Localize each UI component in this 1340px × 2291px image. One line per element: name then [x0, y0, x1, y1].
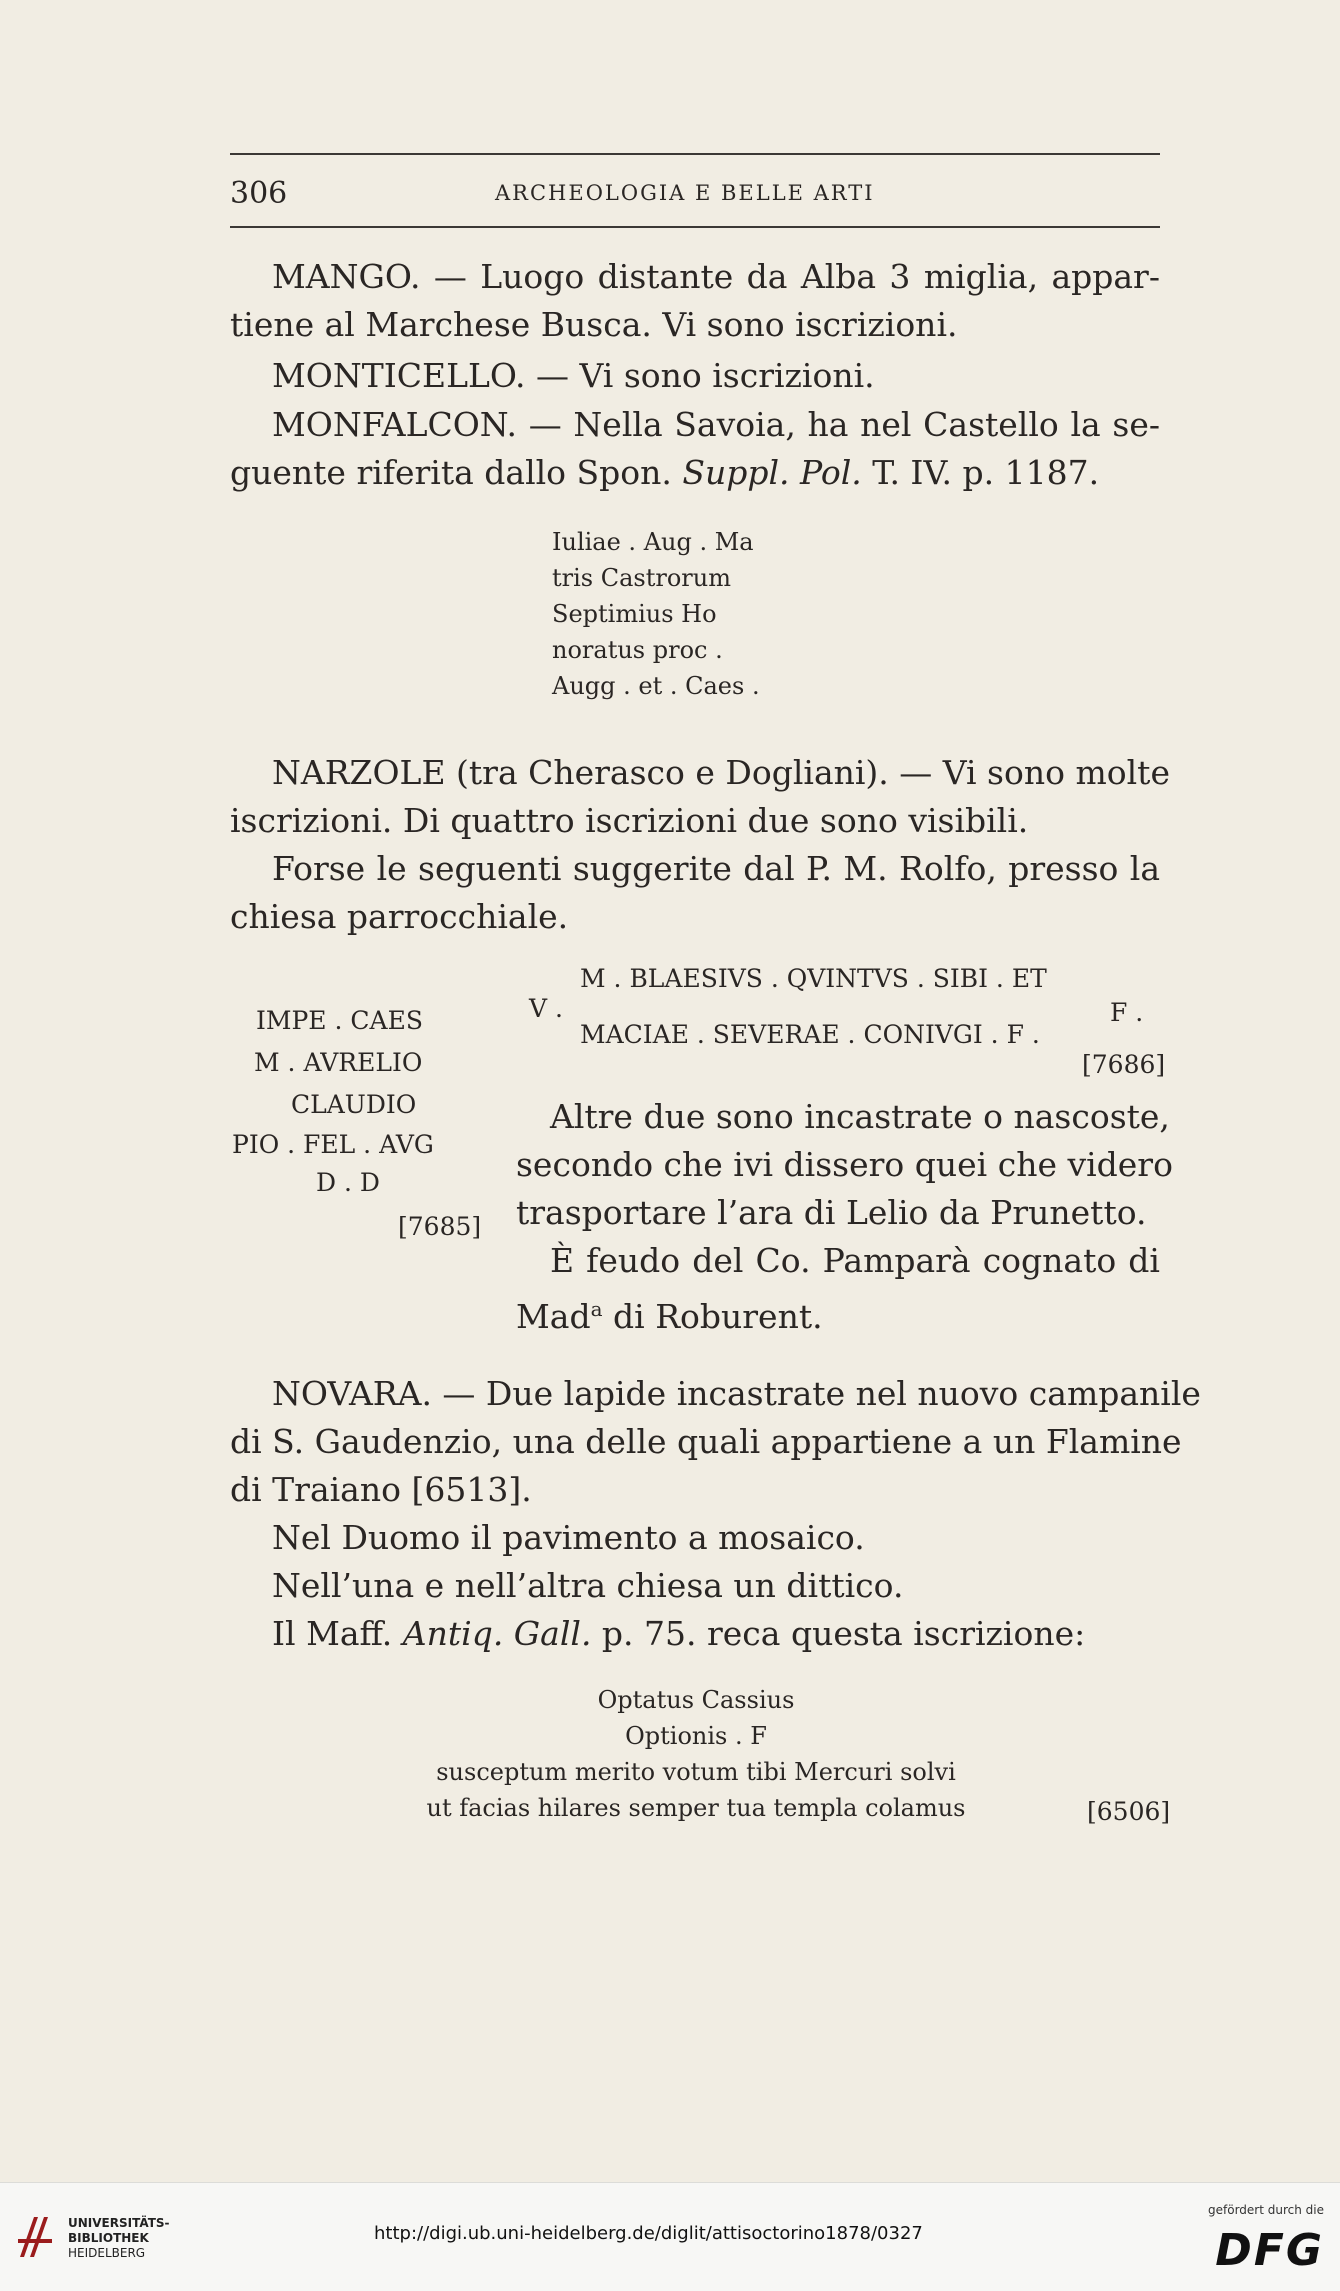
text-line	[516, 1285, 1160, 1341]
text-line: di S. Gaudenzio, una delle quali appartiene a un Flamine	[230, 1422, 1182, 1461]
inscription-right-ref: [7686]	[1082, 1050, 1166, 1079]
page-number: 306	[230, 176, 288, 211]
text-line: chiesa parrocchiale.	[230, 897, 569, 936]
dfg-logo: DFG	[1215, 2225, 1324, 2276]
permalink-url[interactable]: http://digi.ub.uni-heidelberg.de/diglit/attisoctorino1878/0327	[374, 2223, 923, 2244]
inscription-line: tris Castrorum	[552, 564, 731, 592]
header-rule-bottom	[230, 226, 1160, 228]
funding-note: gefördert durch die	[1208, 2203, 1324, 2217]
inscription-left-line: M . AVRELIO	[254, 1048, 423, 1077]
inscription-right-line: MACIAE . SEVERAE . CONIVGI . F .	[580, 1020, 1040, 1049]
text-part: di Roburent.	[602, 1297, 823, 1336]
text-part: Il Maff.	[272, 1614, 403, 1653]
header-rule-top	[230, 153, 1160, 155]
inscription-line: noratus proc .	[552, 636, 723, 664]
text-line: Altre due sono incastrate o nascoste,	[550, 1097, 1170, 1136]
text-line	[230, 1610, 1160, 1658]
text-line: secondo che ivi dissero quei che videro	[516, 1145, 1173, 1184]
entry-monticello	[230, 352, 1160, 400]
inscription-left-line: CLAUDIO	[291, 1090, 417, 1119]
text-line: MANGO. — Luogo distante da Alba 3 miglia, appar-	[272, 257, 1160, 296]
inscription-left-ref: [7685]	[398, 1212, 482, 1241]
text-line: di Traiano [6513].	[230, 1470, 532, 1509]
running-title: ARCHEOLOGIA E BELLE ARTI	[495, 181, 875, 205]
inscription-right-v: V .	[529, 994, 563, 1023]
entry-monfalcon	[230, 401, 1160, 497]
text-line: trasportare l’ara di Lelio da Prunetto.	[516, 1193, 1147, 1232]
inscription-line: Augg . et . Caes .	[552, 672, 760, 700]
text-line: tiene al Marchese Busca. Vi sono iscrizioni.	[230, 305, 958, 344]
inscription-optatus	[396, 1682, 996, 1826]
citation-italic: Antiq. Gall.	[402, 1614, 592, 1653]
inscription-line: Optionis . F	[625, 1722, 767, 1750]
inscription-line: susceptum merito votum tibi Mercuri solvi	[436, 1758, 956, 1786]
text-line: MONFALCON. — Nella Savoia, ha nel Castello la se-	[272, 405, 1160, 444]
citation-italic: Suppl. Pol.	[682, 453, 862, 492]
library-name-line: UNIVERSITÄTS-	[68, 2216, 170, 2230]
text-line	[230, 449, 1160, 497]
viewer-footer	[0, 2182, 1340, 2291]
text-part: T. IV. p. 1187.	[861, 453, 1100, 492]
entry-novara	[230, 1370, 1201, 1658]
text-line: Nell’una e nell’altra chiesa un dittico.	[272, 1566, 904, 1605]
inscription-line: Optatus Cassius	[597, 1686, 795, 1714]
inscription-left-line: PIO . FEL . AVG	[232, 1130, 434, 1159]
text-part: Mad	[516, 1297, 591, 1336]
text-line: Forse le seguenti suggerite dal P. M. Rolfo, presso la	[272, 849, 1160, 888]
text-line: MONTICELLO. — Vi sono iscrizioni.	[272, 356, 875, 395]
library-name-line: BIBLIOTHEK	[68, 2231, 149, 2245]
text-part: p. 75. reca questa iscrizione:	[591, 1614, 1086, 1653]
entry-mango	[230, 253, 1160, 349]
inscription-left-line: D . D	[316, 1168, 380, 1197]
library-name-line: HEIDELBERG	[68, 2246, 146, 2260]
inscription-right-f: F .	[1110, 998, 1144, 1027]
text-line: Nel Duomo il pavimento a mosaico.	[272, 1518, 865, 1557]
entry-altre	[516, 1093, 1173, 1341]
inscription-left-line: IMPE . CAES	[256, 1006, 423, 1035]
text-line: È feudo del Co. Pamparà cognato di	[550, 1241, 1160, 1280]
text-part: guente riferita dallo Spon.	[230, 453, 683, 492]
inscription-line: ut facias hilares semper tua templa colamus	[426, 1794, 966, 1822]
inscription-right-line: M . BLAESIVS . QVINTVS . SIBI . ET	[580, 964, 1047, 993]
inscription-line: Septimius Ho	[552, 600, 717, 628]
inscription-iuliae	[552, 524, 760, 704]
superscript: a	[590, 1297, 603, 1321]
text-line: NARZOLE (tra Cherasco e Dogliani). — Vi sono molte	[272, 753, 1170, 792]
text-line: NOVARA. — Due lapide incastrate nel nuovo campanile	[272, 1374, 1201, 1413]
inscription-line: Iuliae . Aug . Ma	[552, 528, 754, 556]
library-name	[68, 2216, 170, 2261]
inscription-optatus-ref: [6506]	[1087, 1797, 1171, 1826]
entry-narzole	[230, 749, 1170, 941]
university-seal-icon	[14, 2213, 56, 2261]
text-line: iscrizioni. Di quattro iscrizioni due sono visibili.	[230, 801, 1029, 840]
